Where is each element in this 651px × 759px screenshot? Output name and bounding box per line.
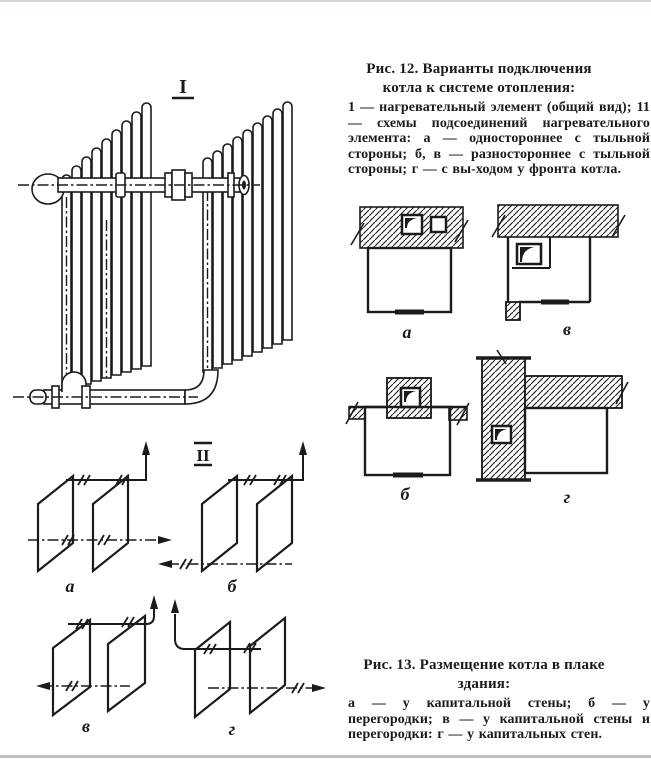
room-outline	[368, 248, 451, 312]
connection-scheme-a	[28, 441, 172, 596]
capital-wall-band-hatch	[525, 376, 622, 408]
connection-schemes	[8, 440, 343, 740]
right-tube-bank	[203, 102, 292, 372]
figure13-title-line1: Рис. 13. Размещение котла в плаке	[363, 657, 605, 673]
plan-b-label: б	[400, 484, 410, 504]
connection-scheme-g	[171, 599, 326, 739]
boiler-symbol	[401, 388, 420, 407]
flow-arrow-up	[171, 599, 179, 613]
flow-arrow-up	[299, 441, 307, 455]
flow-arrow-right	[312, 684, 326, 692]
connection-scheme-v	[36, 595, 158, 736]
connection-scheme-b	[158, 441, 307, 596]
scheme-v-label: в	[81, 716, 91, 736]
figure13-title-line2: здания:	[457, 676, 511, 692]
figure12-caption-text: 1 — нагревательный элемент (общий вид); 11 — схемы подсоединений нагревательного элемента: а — одностороннее с тыльной стороны; б, в — разностороннее с тыльной стороны; г — с вы-ходом у фронта котла.	[348, 100, 650, 178]
flow-arrow-up	[150, 595, 158, 609]
part-label-I-text: I	[179, 76, 187, 98]
scheme-a-label: а	[65, 576, 75, 596]
part-label-I	[172, 76, 194, 98]
plan-b	[346, 378, 469, 504]
figure12-caption-block	[348, 60, 650, 178]
part-label-II	[194, 443, 212, 465]
boiler-symbol	[492, 426, 511, 443]
capital-wall-column-hatch	[482, 358, 525, 480]
scan-edge-top	[0, 0, 651, 2]
part-label-II-text: II	[196, 446, 210, 465]
room-outline	[525, 408, 607, 473]
flow-arrow-right	[158, 536, 172, 544]
figure13-caption-text: а — у капитальной стены; б — у перегородки; в — у капитальной стены и перегородки: г — у капитальных стен.	[348, 696, 650, 743]
figure12-title-line1: Рис. 12. Варианты подключения	[366, 61, 592, 77]
plan-a-label: а	[402, 322, 412, 342]
figure13-caption-block	[348, 656, 650, 743]
heating-element-drawing	[8, 62, 340, 440]
boiler-placement-plans	[345, 192, 651, 512]
wall-pier-hatch	[506, 302, 520, 320]
flow-arrow-left	[158, 560, 172, 568]
partition-stub	[449, 407, 467, 420]
scheme-b-label: б	[227, 576, 237, 596]
scheme-g-label: г	[228, 719, 236, 739]
pipe-elbow	[185, 370, 218, 404]
capital-wall	[498, 205, 618, 237]
flow-arrow-up	[142, 441, 150, 455]
plan-a	[351, 207, 468, 342]
flow-arrow-left	[36, 682, 50, 690]
flue-opening	[431, 217, 446, 232]
plan-v	[492, 205, 625, 339]
plan-g-label: г	[563, 487, 571, 507]
plan-v-label: в	[562, 319, 572, 339]
plan-g	[476, 350, 628, 507]
figure12-title-line2: котла к системе отопления:	[382, 80, 576, 96]
scan-edge-bottom	[0, 755, 651, 758]
